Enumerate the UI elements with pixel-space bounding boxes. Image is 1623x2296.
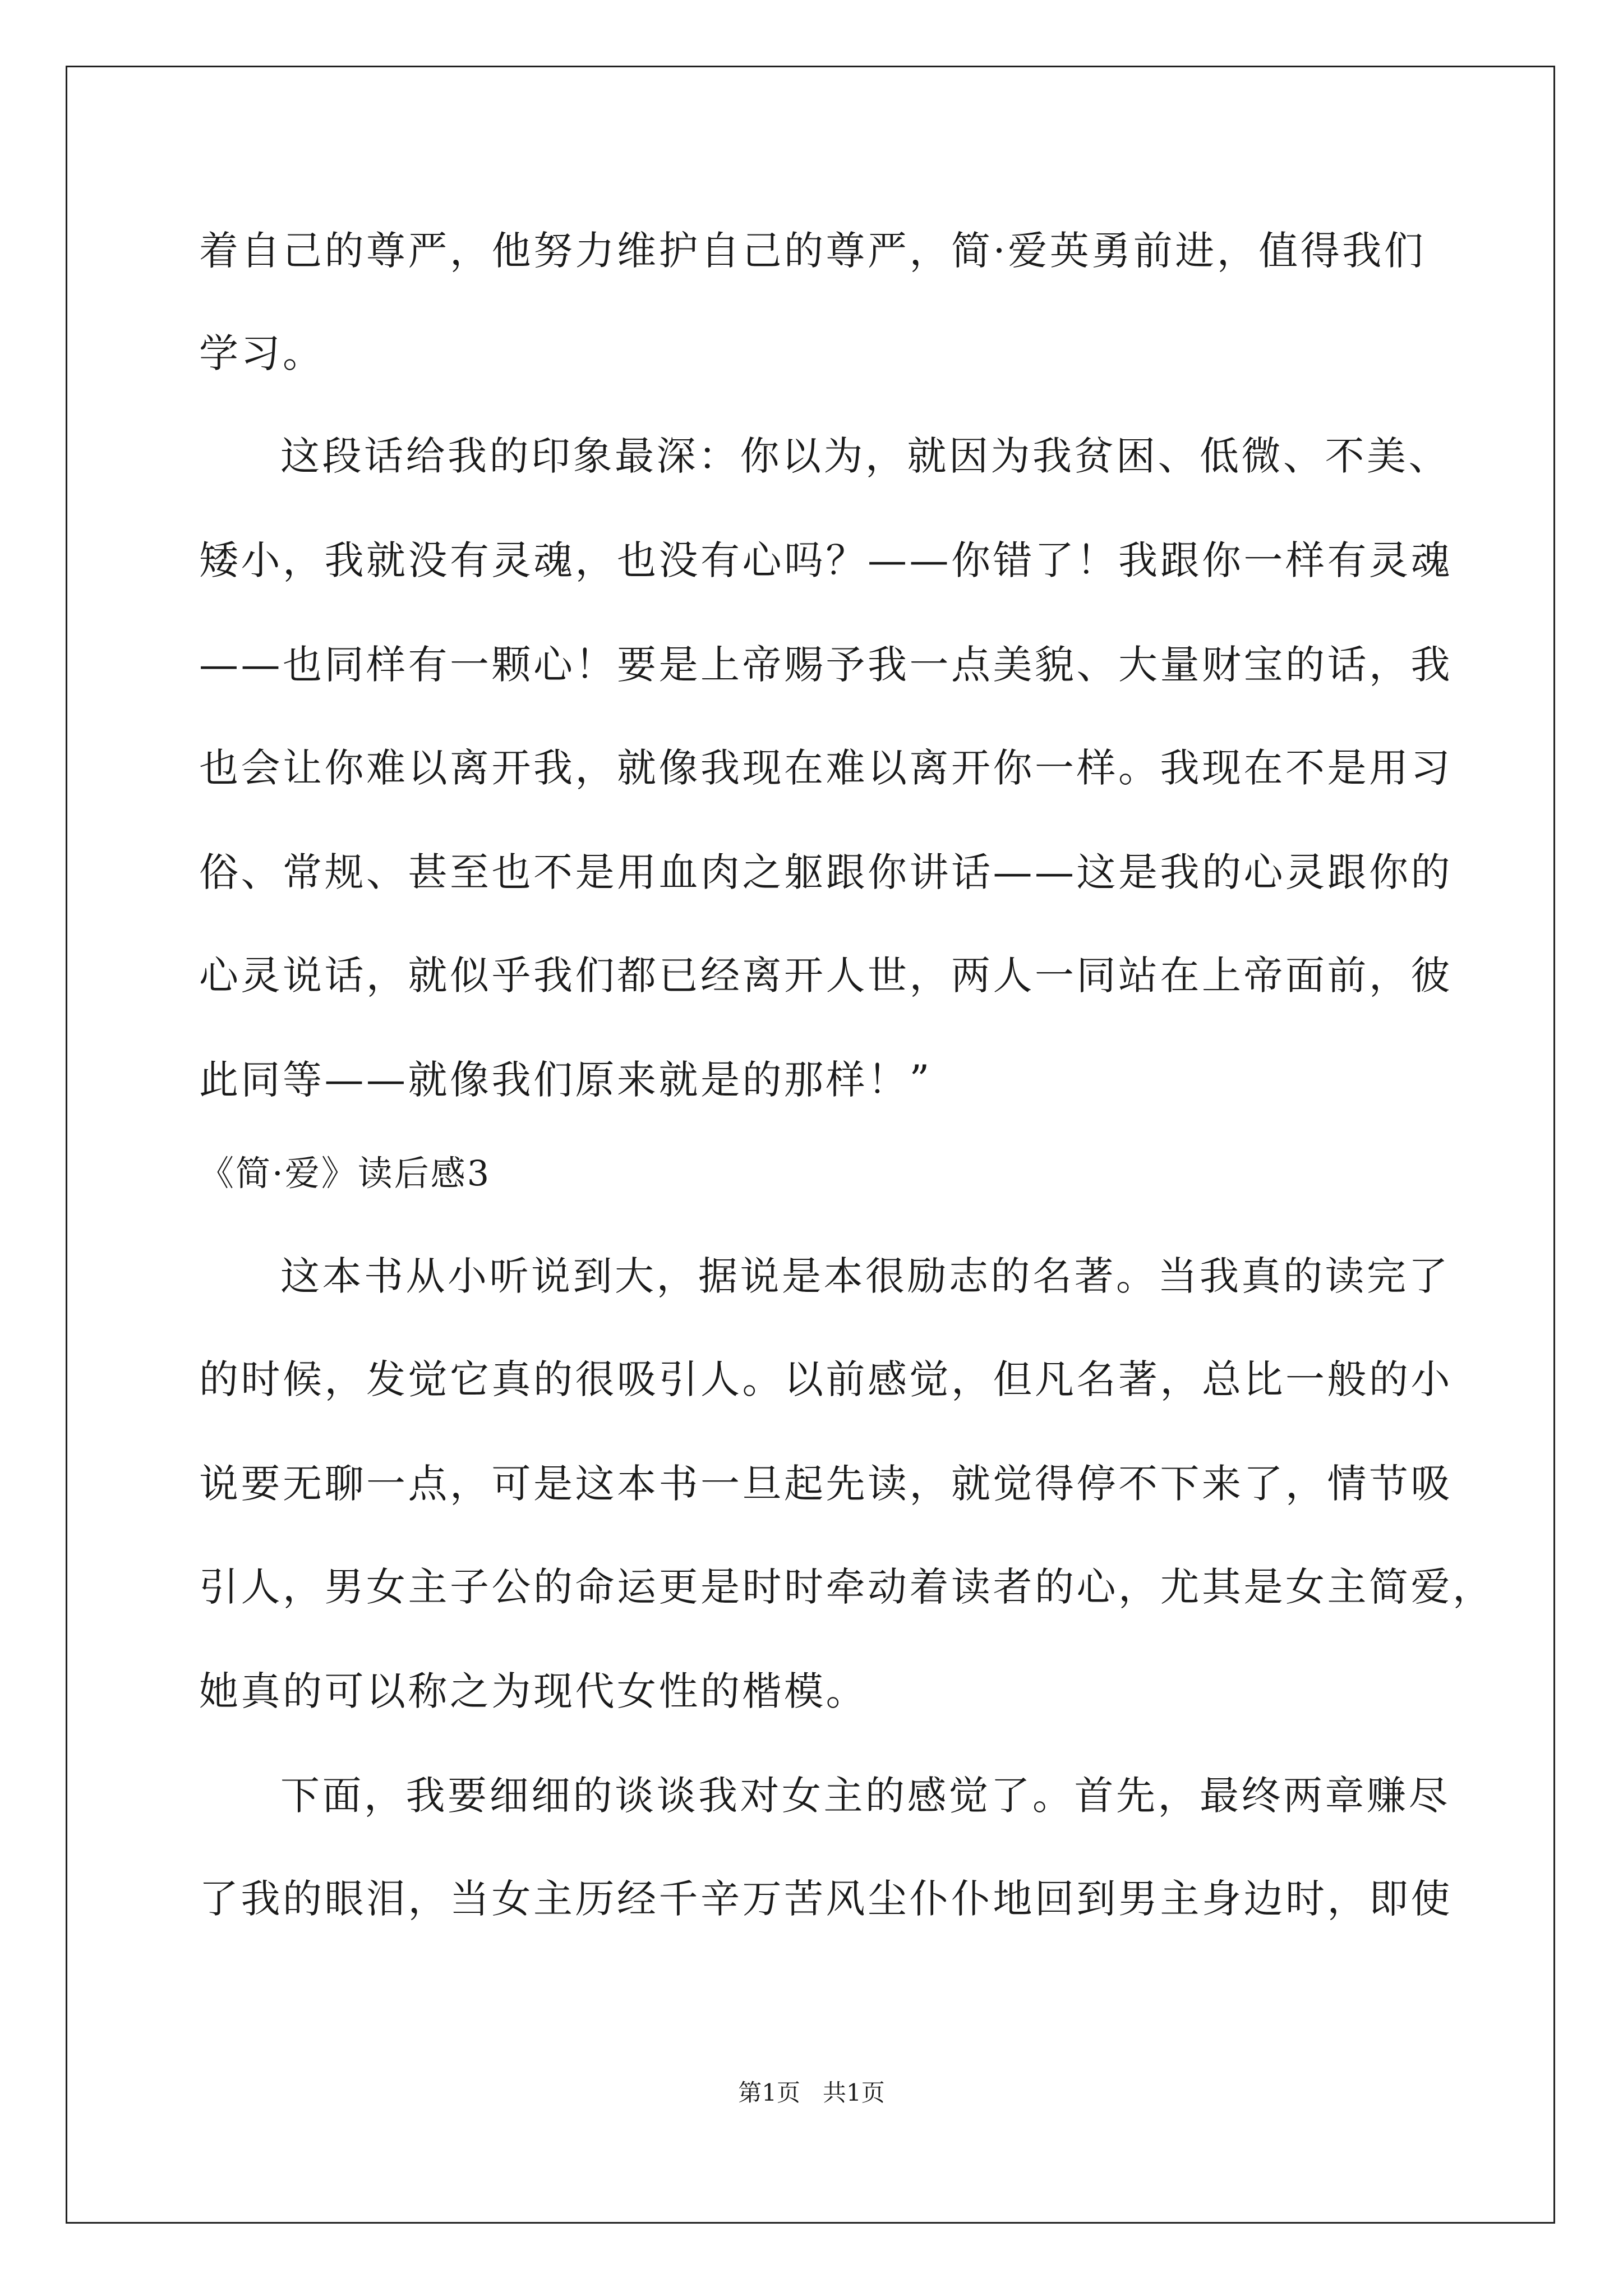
paragraph-line: 这本书从小听说到大，据说是本很励志的名著。当我真的读完了 <box>280 1253 1450 1299</box>
paragraph-line: 俗、常规、甚至也不是用血肉之躯跟你讲话——这是我的心灵跟你的 <box>199 849 1453 895</box>
paragraph-line: 的时候，发觉它真的很吸引人。以前感觉，但凡名著，总比一般的小 <box>199 1356 1453 1402</box>
paragraph-line: ——也同样有一颗心！要是上帝赐予我一点美貌、大量财宝的话，我 <box>199 642 1453 688</box>
paragraph-line: 着自己的尊严，他努力维护自己的尊严，简·爱英勇前进，值得我们 <box>199 228 1426 274</box>
paragraph-line: 她真的可以称之为现代女性的楷模。 <box>199 1668 868 1714</box>
paragraph-line: 此同等——就像我们原来就是的那样！” <box>199 1057 932 1103</box>
page-number-footer: 第1页 共1页 <box>738 2079 885 2106</box>
paragraph-line: 这段话给我的印象最深：你以为，就因为我贫困、低微、不美、 <box>280 433 1450 479</box>
paragraph-line: 了我的眼泪，当女主历经千辛万苦风尘仆仆地回到男主身边时，即使 <box>199 1876 1453 1922</box>
paragraph-line: 心灵说话，就似乎我们都已经离开人世，两人一同站在上帝面前，彼 <box>199 953 1453 999</box>
paragraph-line: 引人，男女主子公的命运更是时时牵动着读者的心，尤其是女主简爱， <box>199 1564 1495 1610</box>
paragraph-line: 也会让你难以离开我，就像我现在难以离开你一样。我现在不是用习 <box>199 745 1453 791</box>
paragraph-line: 说要无聊一点，可是这本书一旦起先读，就觉得停不下来了，情节吸 <box>199 1461 1453 1507</box>
paragraph-line: 矮小，我就没有灵魂，也没有心吗？——你错了！我跟你一样有灵魂 <box>199 537 1453 583</box>
paragraph-line: 学习。 <box>199 330 325 376</box>
section-heading: 《简·爱》读后感3 <box>199 1153 491 1194</box>
paragraph-line: 下面，我要细细的谈谈我对女主的感觉了。首先，最终两章赚尽 <box>280 1773 1450 1819</box>
